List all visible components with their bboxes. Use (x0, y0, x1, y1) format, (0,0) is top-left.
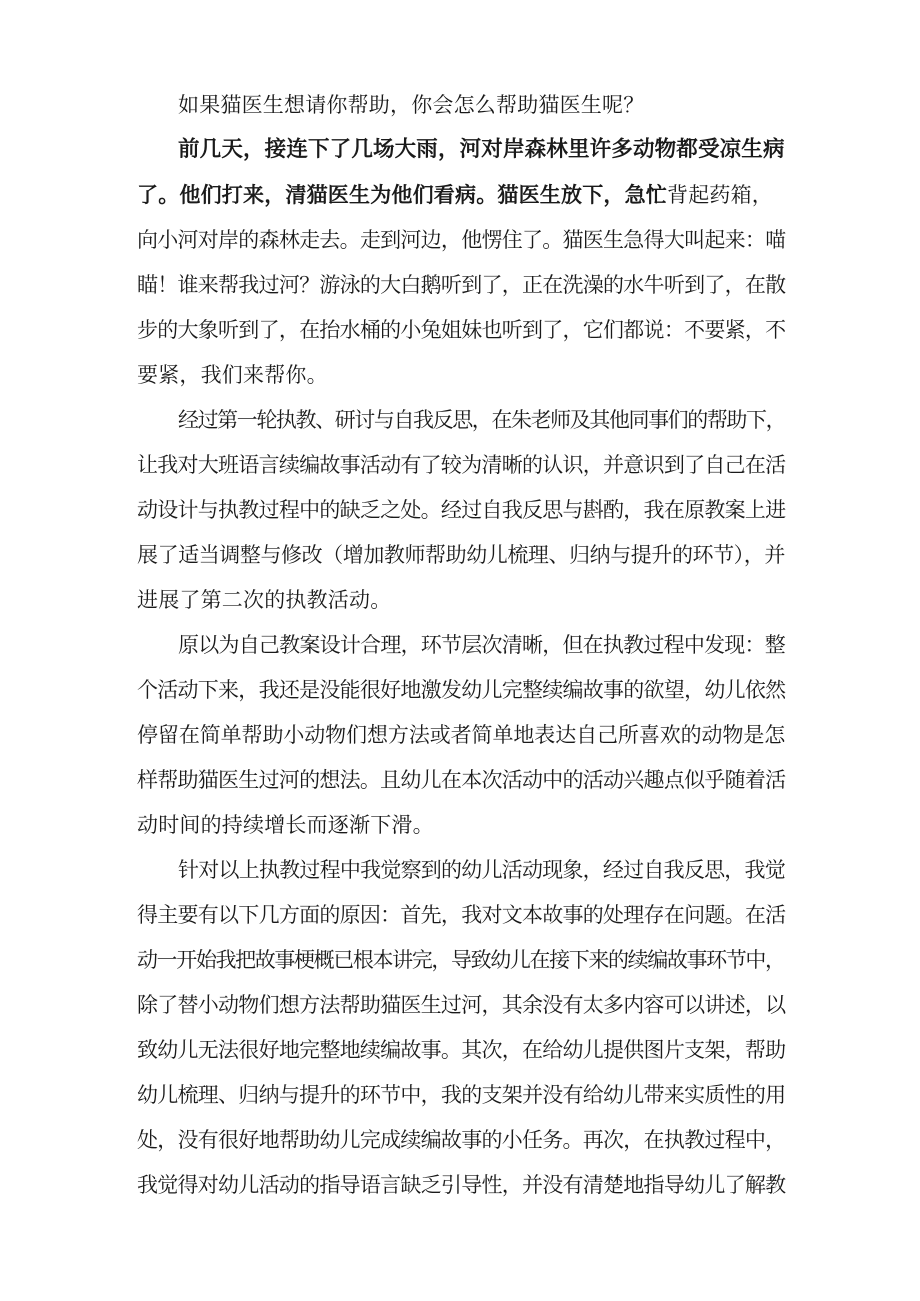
paragraph-line: 处，没有很好地帮助幼儿完成续编故事的小任务。再次，在执教过程中， (137, 1128, 786, 1152)
paragraph-line: 除了替小动物们想方法帮助猫医生过河，其余没有太多内容可以讲述，以 (137, 993, 786, 1017)
story-line: 瞄！谁来帮我过河？游泳的大白鹅听到了，正在洗澡的水牛听到了，在散 (137, 273, 786, 297)
story-line: 向小河对岸的森林走去。走到河边，他愣住了。猫医生急得大叫起来：喵 (137, 228, 786, 252)
paragraph-line: 个活动下来，我还是没能很好地激发幼儿完整续编故事的欲望，幼儿依然 (137, 678, 786, 702)
story-line: 要紧，我们来帮你。 (137, 363, 328, 387)
paragraph-line: 针对以上执教过程中我觉察到的幼儿活动现象，经过自我反思，我觉 (178, 858, 785, 882)
paragraph-line: 停留在简单帮助小动物们想方法或者简单地表达自己所喜欢的动物是怎 (137, 723, 786, 747)
paragraph-line: 幼儿梳理、归纳与提升的环节中，我的支架并没有给幼儿带来实质性的用 (137, 1083, 786, 1107)
paragraph-line: 样帮助猫医生过河的想法。且幼儿在本次活动中的活动兴趣点似乎随着活 (137, 768, 786, 792)
paragraph-line: 动一开始我把故事梗概已根本讲完，导致幼儿在接下来的续编故事环节中， (137, 948, 785, 972)
story-line: 前几天，接连下了几场大雨，河对岸森林里许多动物都受凉生病 (178, 137, 785, 162)
story-bold-segment: 了。他们打来，清猫医生为他们看病。猫医生放下，急忙 (137, 183, 667, 207)
paragraph-line: 动设计与执教过程中的缺乏之处。经过自我反思与斟酌，我在原教案上进 (137, 498, 786, 522)
story-line: 步的大象听到了，在抬水桶的小兔姐妹也听到了，它们都说：不要紧，不 (137, 318, 786, 342)
story-normal-segment: 背起药箱， (667, 183, 773, 207)
paragraph-line: 致幼儿无法很好地完整地续编故事。其次，在给幼儿提供图片支架，帮助 (137, 1038, 786, 1062)
question-line: 如果猫医生想请你帮助，你会怎么帮助猫医生呢？ (178, 93, 645, 117)
paragraph-line: 让我对大班语言续编故事活动有了较为清晰的认识，并意识到了自己在活 (137, 453, 786, 477)
paragraph-line: 经过第一轮执教、研讨与自我反思，在朱老师及其他同事们的帮助下， (178, 408, 786, 432)
paragraph-line: 我觉得对幼儿活动的指导语言缺乏引导性，并没有清楚地指导幼儿了解教 (137, 1173, 786, 1197)
paragraph-line: 进展了第二次的执教活动。 (137, 588, 392, 612)
paragraph-line: 得主要有以下几方面的原因：首先，我对文本故事的处理存在问题。在活 (137, 903, 786, 927)
story-line (137, 181, 785, 209)
paragraph-line: 原以为自己教案设计合理，环节层次清晰，但在执教过程中发现：整 (178, 633, 785, 657)
paragraph-line: 展了适当调整与修改（增加教师帮助幼儿梳理、归纳与提升的环节），并 (137, 543, 785, 567)
paragraph-line: 动时间的持续增长而逐渐下滑。 (137, 813, 434, 837)
